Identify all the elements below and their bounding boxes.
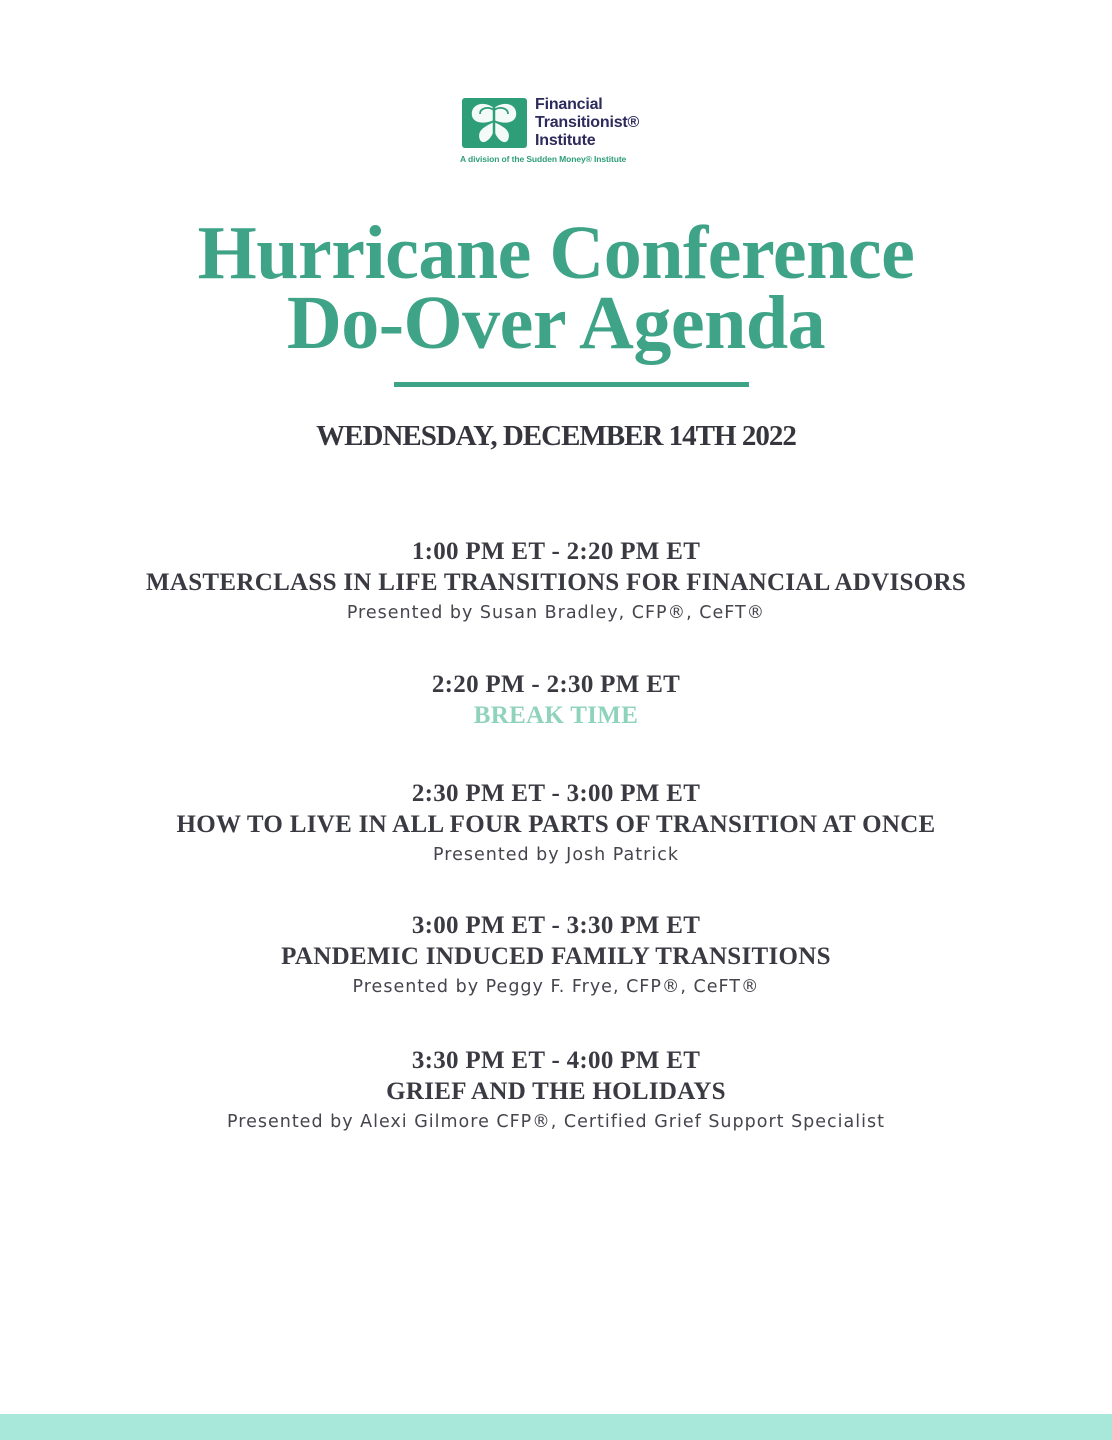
- logo-wordmark: [535, 96, 639, 150]
- session-title: MASTERCLASS IN LIFE TRANSITIONS FOR FINANCIAL ADVISORS: [145, 569, 967, 596]
- session-time: 2:30 PM ET - 3:00 PM ET: [411, 780, 701, 807]
- agenda-break: [0, 669, 1112, 731]
- session-time: 3:00 PM ET - 3:30 PM ET: [411, 912, 701, 939]
- session-time: 3:30 PM ET - 4:00 PM ET: [411, 1047, 701, 1074]
- page-title: [0, 211, 1112, 365]
- title-line-2: Do-Over Agenda: [286, 281, 826, 365]
- session-presenter: Presented by Alexi Gilmore CFP®, Certified Grief Support Specialist: [227, 1112, 885, 1132]
- footer-bar: [0, 1414, 1112, 1440]
- session-time: 2:20 PM - 2:30 PM ET: [431, 671, 681, 698]
- logo-line: Institute: [535, 132, 596, 149]
- logo-line: Transitionist®: [535, 114, 640, 131]
- butterfly-logo-icon: [462, 98, 527, 148]
- session-presenter: Presented by Peggy F. Frye, CFP®, CeFT®: [352, 977, 760, 997]
- title-underline: [394, 382, 749, 387]
- agenda-session: [0, 536, 1112, 628]
- session-presenter: Presented by Josh Patrick: [433, 845, 679, 865]
- session-title: GRIEF AND THE HOLIDAYS: [386, 1078, 726, 1105]
- logo-line: Financial: [535, 96, 603, 113]
- session-time: 1:00 PM ET - 2:20 PM ET: [411, 538, 701, 565]
- institute-logo: [462, 96, 662, 168]
- session-title: PANDEMIC INDUCED FAMILY TRANSITIONS: [281, 943, 831, 970]
- title-line-1: Hurricane Conference: [197, 211, 915, 295]
- agenda-session: [0, 910, 1112, 1002]
- session-title: HOW TO LIVE IN ALL FOUR PARTS OF TRANSITION AT ONCE: [176, 811, 936, 838]
- logo-subtitle: A division of the Sudden Money® Institute: [460, 154, 627, 164]
- event-date: WEDNESDAY, DECEMBER 14TH 2022: [316, 420, 796, 452]
- session-title: BREAK TIME: [473, 702, 639, 729]
- agenda-session: [0, 1045, 1112, 1137]
- agenda-session: [0, 778, 1112, 870]
- session-presenter: Presented by Susan Bradley, CFP®, CeFT®: [346, 603, 766, 623]
